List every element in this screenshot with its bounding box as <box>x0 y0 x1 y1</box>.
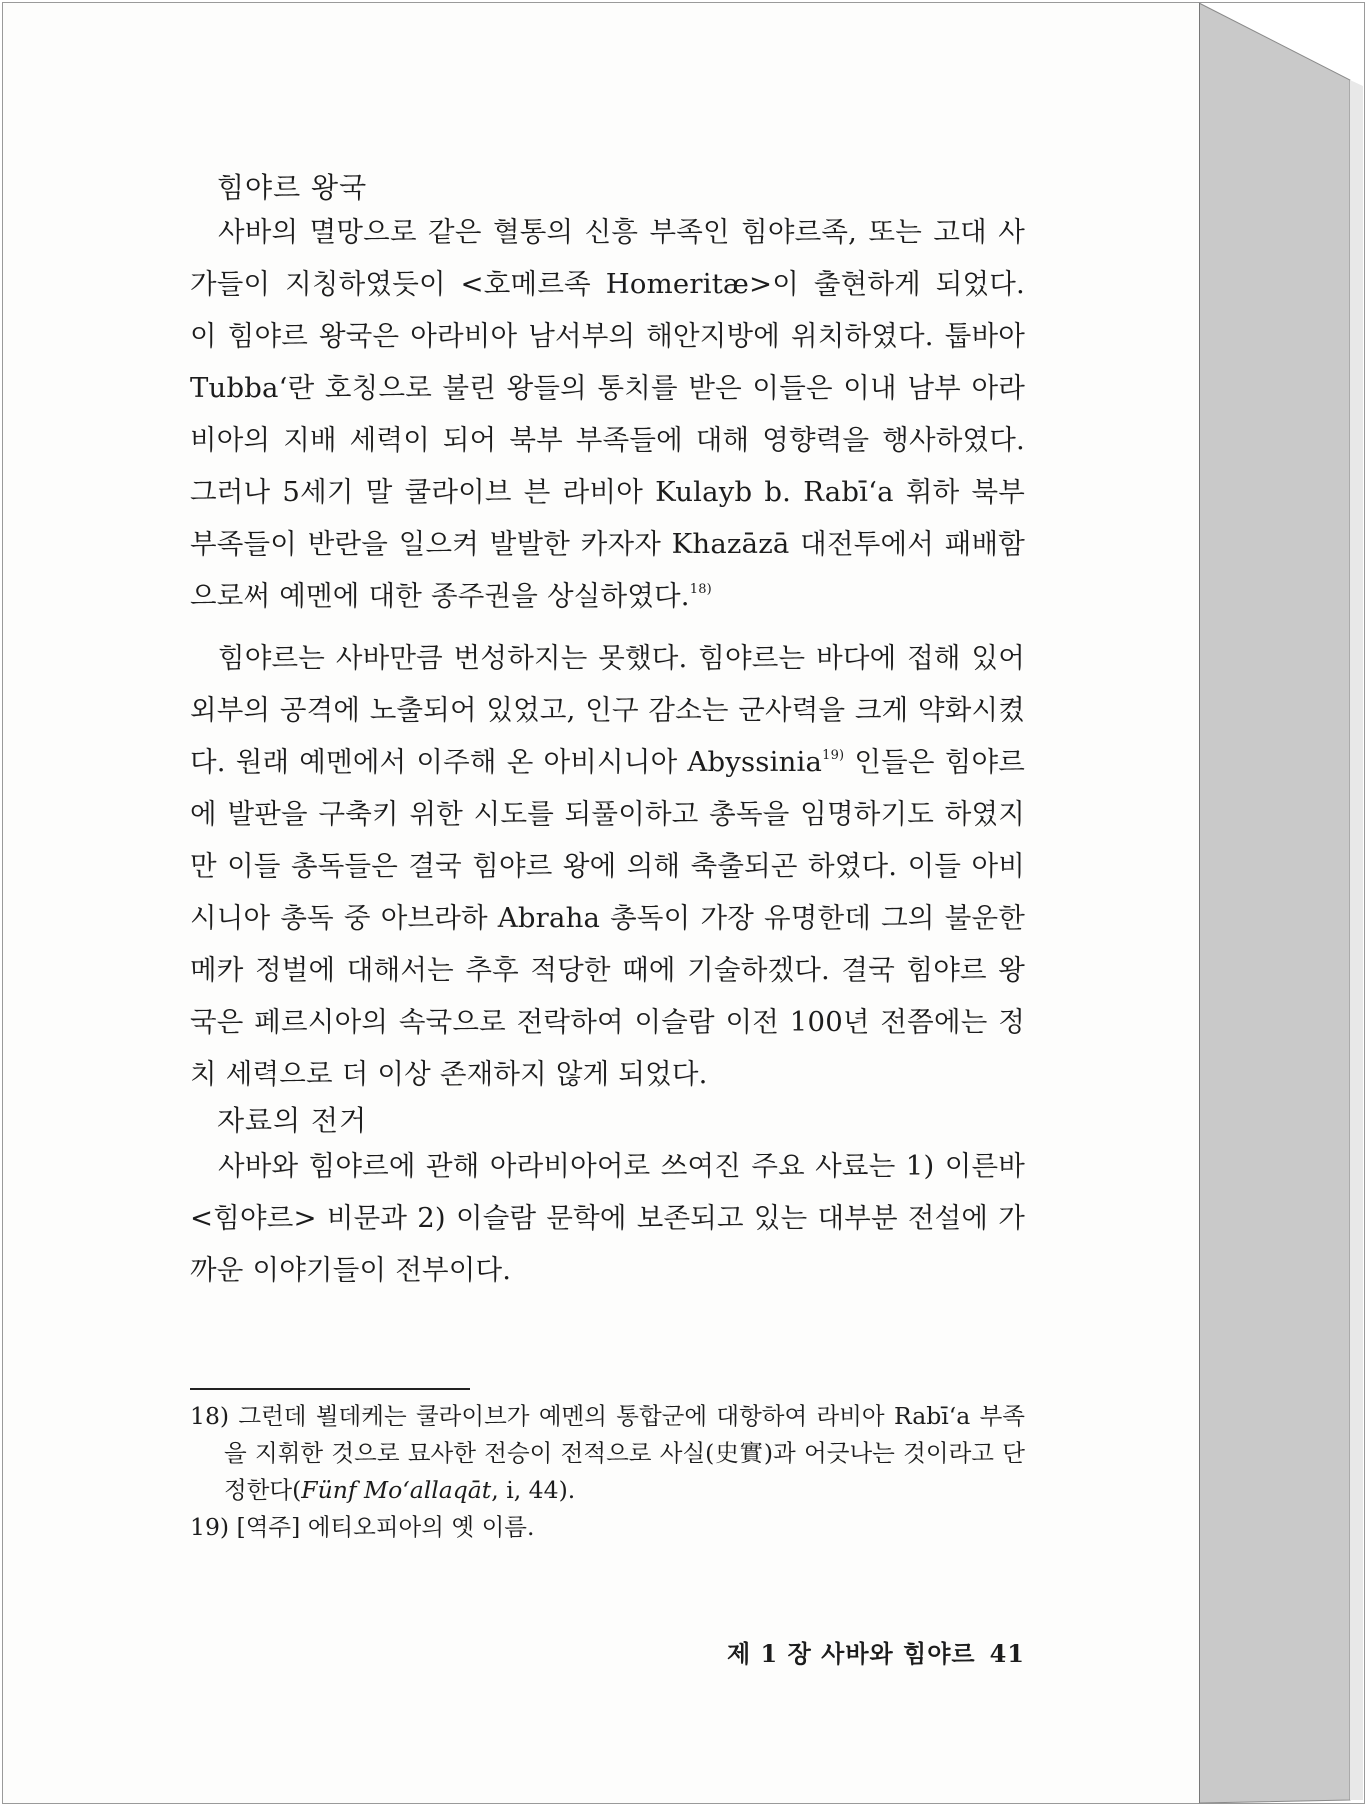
footnote-ref-19: 19) <box>822 748 845 763</box>
page-number: 41 <box>989 1639 1025 1668</box>
section-heading-sources: 자료의 전거 <box>217 1104 368 1137</box>
paragraph-2-text-a: 힘야르는 사바만큼 번성하지는 못했다. 힘야르는 바다에 접해 있어 외부의 공격에 노출되어 있었고, 인구 감소는 군사력을 크게 약화시켰다. 원래 예멘에서 이주해 온 아비시니아 Abyssinia <box>190 642 1025 778</box>
footnote-18-text-a: 18) 그런데 뵐데케는 쿨라이브가 예멘의 통합군에 대항하여 라비아 Rabī‘a 부족을 지휘한 것으로 묘사한 전승이 전적으로 사실(史實)과 어긋나는 것이라고 단정한다( <box>190 1402 1025 1504</box>
paragraph-1 <box>190 206 1025 622</box>
paragraph-1-text: 사바의 멸망으로 같은 혈통의 신흥 부족인 힘야르족, 또는 고대 사가들이 지칭하였듯이 <호메르족 Homeritæ>이 출현하게 되었다. 이 힘야르 왕국은 아라비아 남서부의 해안지방에 위치하였다. 툽바아 Tubba‘란 호칭으로 불린 왕들의 통치를 받은 이들은 이내 남부 아라비아의 지배 세력이 되어 북부 부족들에 대해 영향력을 행사하였다. 그러나 5세기 말 쿨라이브 븐 라비아 Kulayb b. Rabī‘a 휘하 북부 부족들이 반란을 일으켜 발발한 카자자 Khazāzā 대전투에서 패배함으로써 예멘에 대한 종주권을 상실하였다. <box>190 216 1025 612</box>
footnote-ref-18: 18) <box>689 582 712 597</box>
running-footer <box>713 1634 1025 1669</box>
footnote-18-text-b: , i, 44). <box>491 1476 576 1504</box>
section2-body <box>190 1140 1025 1296</box>
footnotes <box>190 1398 1025 1546</box>
paragraph-2-text-b: 인들은 힘야르에 발판을 구축키 위한 시도를 되풀이하고 총독을 임명하기도 하였지만 이들 총독들은 결국 힘야르 왕에 의해 축출되곤 하였다. 이들 아비시니아 총독 중 아브라하 Abraha 총독이 가장 유명한데 그의 불운한 메카 정벌에 대해서는 추후 적당한 때에 기술하겠다. 결국 힘야르 왕국은 페르시아의 속국으로 전락하여 이슬람 이전 100년 전쯤에는 정치 세력으로 더 이상 존재하지 않게 되었다. <box>190 746 1025 1090</box>
footnote-19: 19) [역주] 에티오피아의 옛 이름. <box>190 1513 535 1541</box>
paragraph-2 <box>190 632 1025 1100</box>
footnote-divider <box>190 1388 470 1390</box>
chapter-title: 제 1 장 사바와 힘야르 <box>727 1639 976 1668</box>
paragraph-3: 사바와 힘야르에 관해 아라비아어로 쓰여진 주요 사료는 1) 이른바 <힘야르> 비문과 2) 이슬람 문학에 보존되고 있는 대부분 전설에 가까운 이야기들이 전부이다. <box>190 1150 1025 1286</box>
footnote-18-title: Fünf Mo‘allaqāt <box>301 1476 492 1504</box>
footnote-18 <box>190 1398 1025 1509</box>
section1-body <box>190 206 1025 1100</box>
section-heading-himyar-kingdom: 힘야르 왕국 <box>217 171 368 204</box>
